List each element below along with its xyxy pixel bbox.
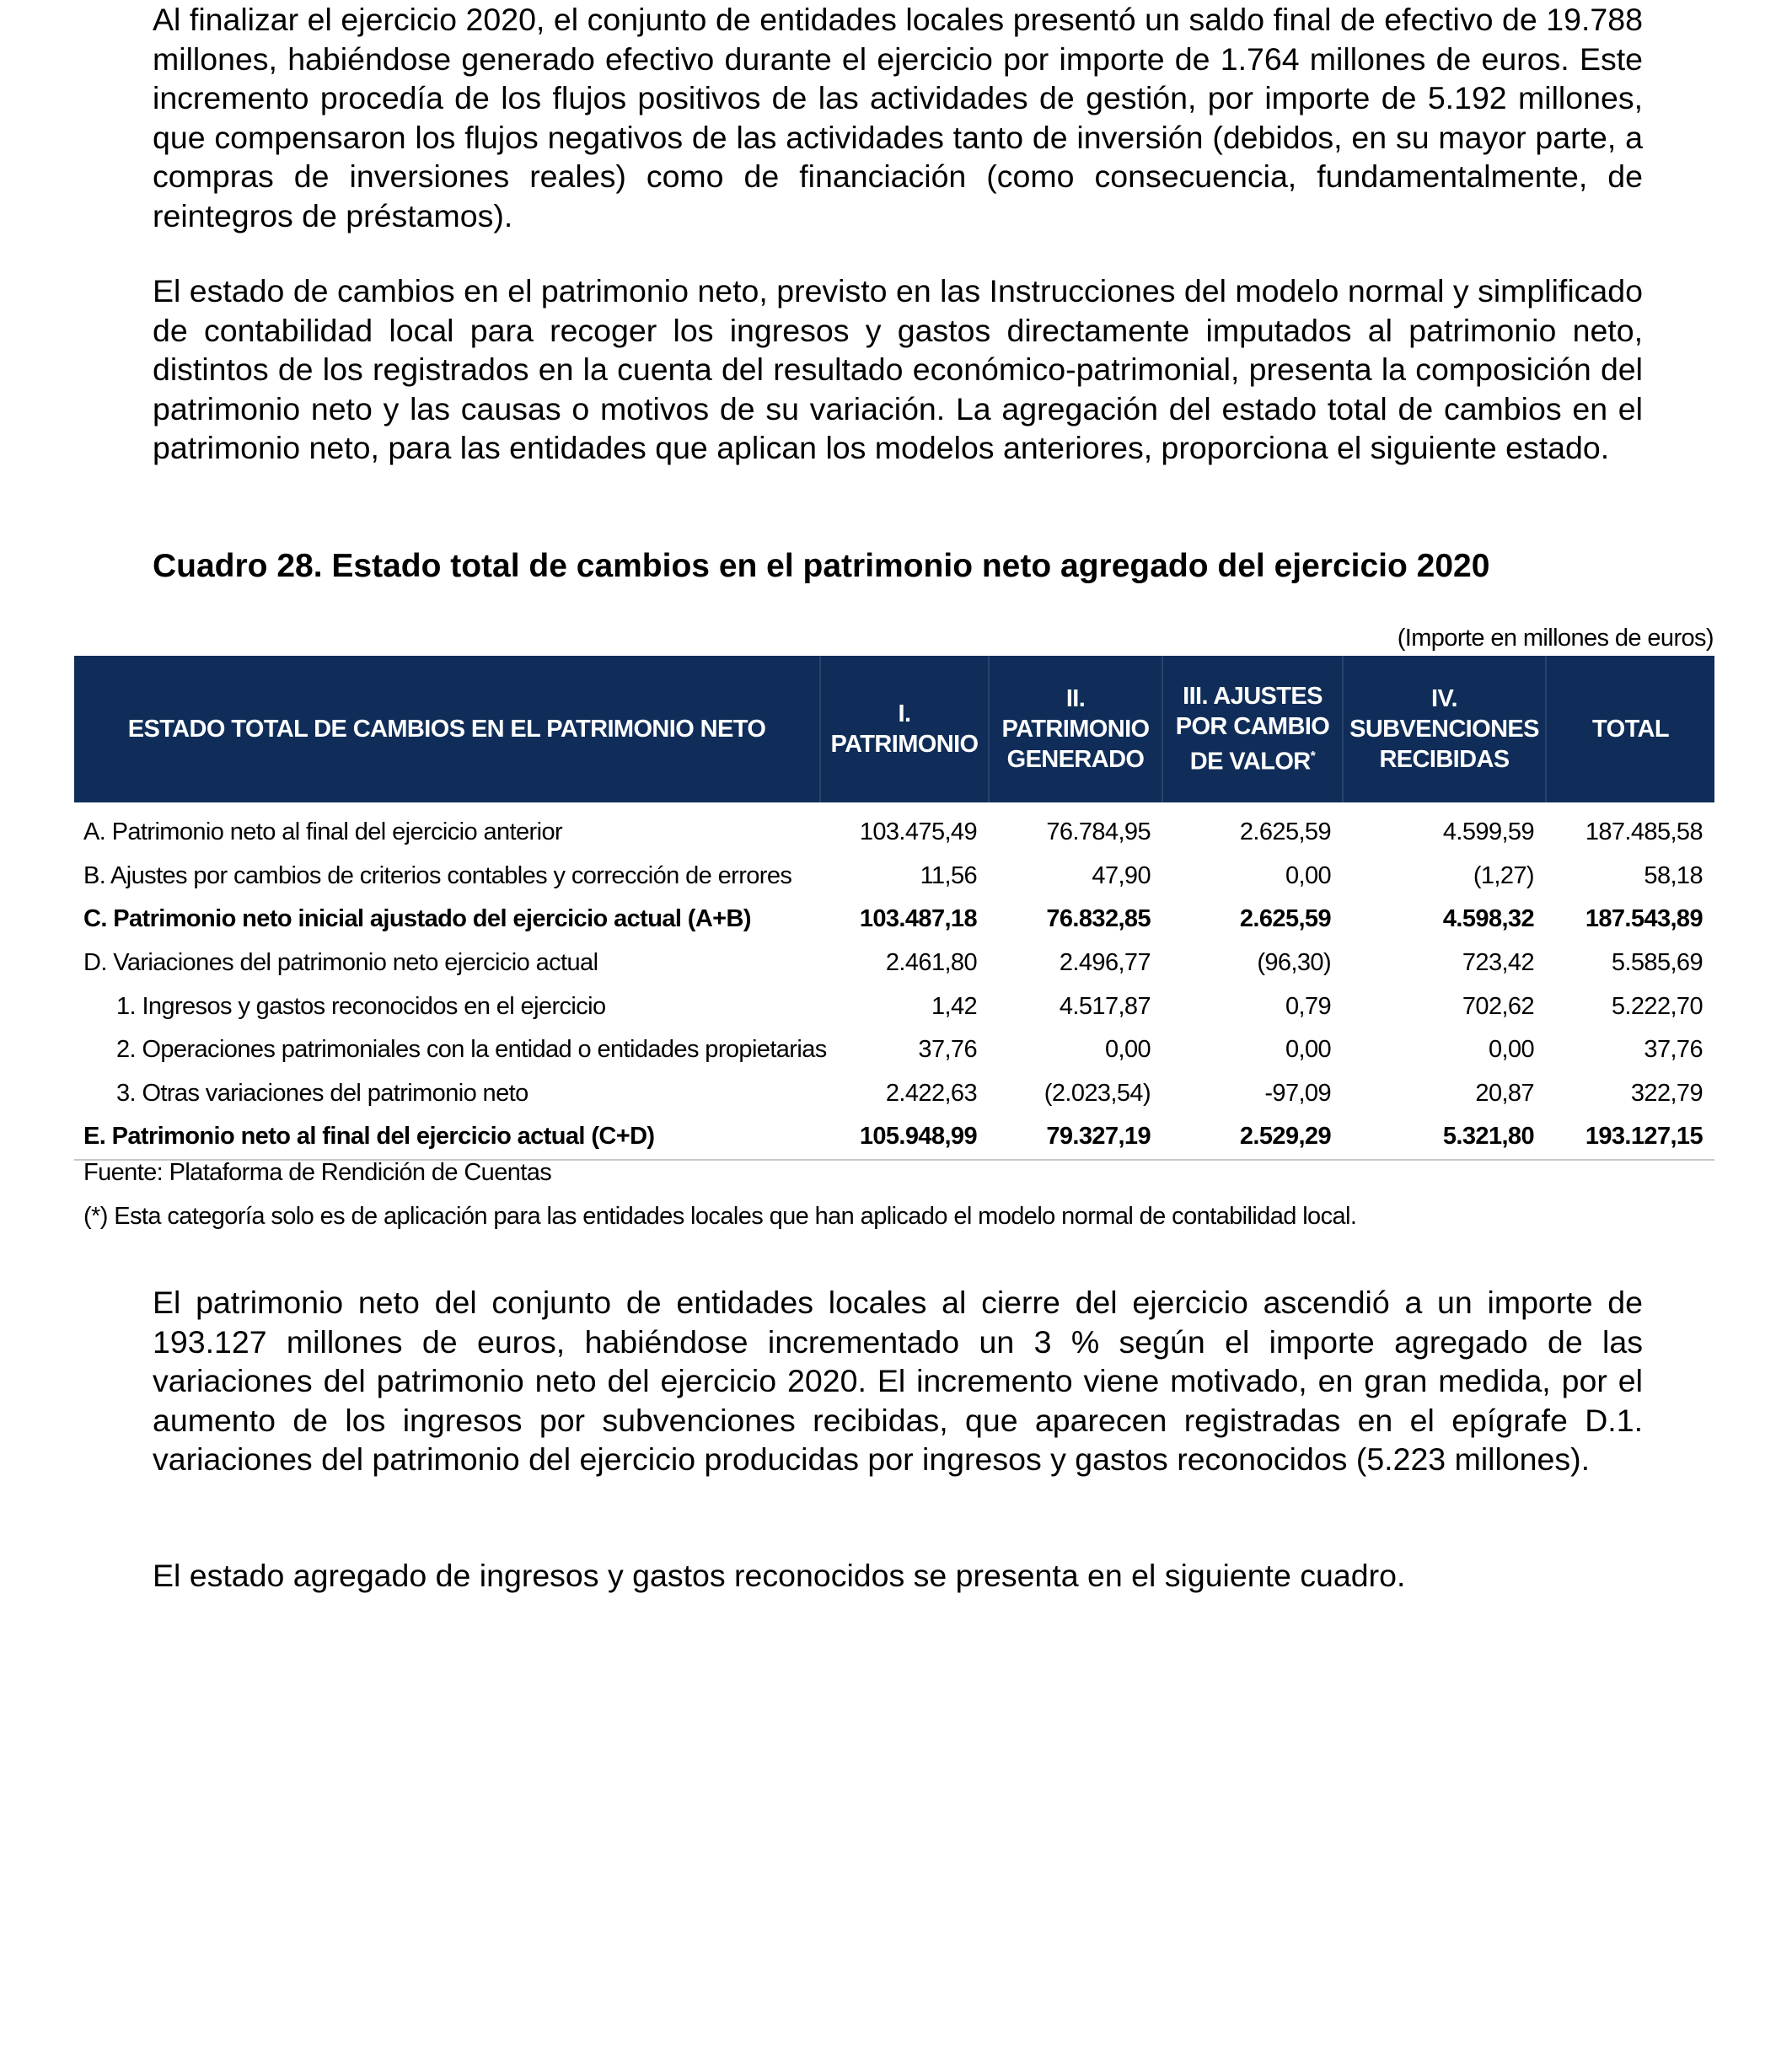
table-row bbox=[74, 1072, 1714, 1116]
paragraph-cash-flow: Al finalizar el ejercicio 2020, el conjunto de entidades locales presentó un saldo final de efectivo de 19.788 millones, habiéndose generado efectivo durante el ejercicio por importe de 1.764 millones de euros. Este incremento procedía de los flujos positivos de las actividades de gestión, por importe de 5.192 millones, que compensaron los flujos negativos de las actividades tanto de inversión (debidos, en su mayor parte, a compras de inversiones reales) como de financiación (como consecuencia, fundamentalmente, de reintegros de préstamos). bbox=[153, 2, 1643, 233]
cell-patrimonio: 103.475,49 bbox=[859, 818, 977, 846]
cell-patrimonio-generado: 0,00 bbox=[1104, 1036, 1151, 1064]
cell-ajustes: 0,00 bbox=[1285, 1036, 1331, 1064]
cell-subvenciones: 702,62 bbox=[1462, 992, 1534, 1020]
cell-total: 187.485,58 bbox=[1585, 818, 1703, 846]
cell-subvenciones: 5.321,80 bbox=[1343, 1115, 1546, 1160]
row-label: 2. Operaciones patrimoniales con la entidad o entidades propietarias bbox=[116, 1036, 827, 1064]
row-label: B. Ajustes por cambios de criterios contables y corrección de errores bbox=[83, 861, 792, 889]
table-caption: Cuadro 28. Estado total de cambios en el patrimonio neto agregado del ejercicio 2020 bbox=[153, 548, 1490, 584]
header-concept: ESTADO TOTAL DE CAMBIOS EN EL PATRIMONIO NETO bbox=[74, 656, 820, 802]
cell-patrimonio: 105.948,99 bbox=[820, 1115, 989, 1160]
cell-patrimonio-generado: 2.496,77 bbox=[1059, 949, 1151, 977]
table-row bbox=[74, 898, 1714, 942]
cell-ajustes: 2.625,59 bbox=[1239, 905, 1331, 933]
row-label: D. Variaciones del patrimonio neto ejercicio actual bbox=[83, 949, 598, 977]
row-label: 3. Otras variaciones del patrimonio neto bbox=[116, 1079, 528, 1107]
table-row bbox=[74, 985, 1714, 1028]
cell-ajustes: 0,00 bbox=[1285, 861, 1331, 889]
table-row bbox=[74, 802, 1714, 855]
cell-subvenciones: 20,87 bbox=[1475, 1079, 1534, 1107]
header-patrimonio: I. PATRIMONIO bbox=[820, 656, 989, 802]
cell-total: 58,18 bbox=[1644, 861, 1703, 889]
cell-patrimonio: 103.487,18 bbox=[859, 905, 977, 933]
paragraph-next-table: El estado agregado de ingresos y gastos reconocidos se presenta en el siguiente cuadro. bbox=[153, 1558, 1406, 1593]
cell-total: 5.585,69 bbox=[1611, 949, 1703, 977]
table-units-note: (Importe en millones de euros) bbox=[1397, 625, 1714, 652]
header-subvenciones-recibidas: IV. SUBVENCIONES RECIBIDAS bbox=[1343, 656, 1546, 802]
cell-subvenciones: 0,00 bbox=[1488, 1036, 1534, 1064]
cell-patrimonio-generado: (2.023,54) bbox=[1044, 1079, 1151, 1107]
cell-subvenciones: (1,27) bbox=[1473, 861, 1534, 889]
header-total: TOTAL bbox=[1546, 656, 1714, 802]
cell-patrimonio-generado: 47,90 bbox=[1092, 861, 1151, 889]
cell-patrimonio-generado: 79.327,19 bbox=[989, 1115, 1162, 1160]
table-row bbox=[74, 855, 1714, 899]
row-label: A. Patrimonio neto al final del ejercicio anterior bbox=[83, 818, 563, 846]
table-row bbox=[74, 1028, 1714, 1072]
asterisk-mark: * bbox=[1310, 749, 1316, 765]
cell-total: 193.127,15 bbox=[1546, 1115, 1714, 1160]
row-label: E. Patrimonio neto al final del ejercicio actual (C+D) bbox=[74, 1115, 820, 1160]
cell-ajustes: (96,30) bbox=[1257, 949, 1331, 977]
table-row bbox=[74, 942, 1714, 985]
row-label: C. Patrimonio neto inicial ajustado del ejercicio actual (A+B) bbox=[83, 905, 751, 933]
header-patrimonio-generado: II. PATRIMONIO GENERADO bbox=[989, 656, 1162, 802]
cell-patrimonio: 11,56 bbox=[920, 861, 977, 889]
cell-total: 187.543,89 bbox=[1585, 905, 1703, 933]
header-ajustes-cambio-valor: III. AJUSTES POR CAMBIO DE VALOR* bbox=[1162, 656, 1343, 802]
cell-ajustes: 2.529,29 bbox=[1162, 1115, 1343, 1160]
cell-subvenciones: 723,42 bbox=[1462, 949, 1534, 977]
cell-ajustes: 0,79 bbox=[1285, 992, 1331, 1020]
cell-ajustes: -97,09 bbox=[1264, 1079, 1331, 1107]
table-footnote: (*) Esta categoría solo es de aplicación para las entidades locales que han aplicado el modelo normal de contabilidad local. bbox=[83, 1203, 1357, 1230]
cell-patrimonio: 2.422,63 bbox=[885, 1079, 977, 1107]
cell-subvenciones: 4.598,32 bbox=[1442, 905, 1534, 933]
cell-ajustes: 2.625,59 bbox=[1239, 818, 1331, 846]
cell-total: 5.222,70 bbox=[1611, 992, 1703, 1020]
cell-subvenciones: 4.599,59 bbox=[1442, 818, 1534, 846]
cell-patrimonio: 37,76 bbox=[918, 1036, 977, 1064]
row-label: 1. Ingresos y gastos reconocidos en el ejercicio bbox=[116, 992, 606, 1020]
cell-patrimonio: 1,42 bbox=[931, 992, 977, 1020]
cell-patrimonio-generado: 76.784,95 bbox=[1046, 818, 1151, 846]
cell-patrimonio-generado: 4.517,87 bbox=[1059, 992, 1151, 1020]
cell-total: 322,79 bbox=[1630, 1079, 1703, 1107]
equity-changes-table bbox=[74, 656, 1714, 1161]
paragraph-equity-summary: El patrimonio neto del conjunto de entidades locales al cierre del ejercicio ascendió a un importe de 193.127 millones de euros, habiéndose incrementado un 3 % según el importe agregado de las variaciones del patrimonio neto del ejercicio 2020. El incremento viene motivado, en gran medida, por el aumento de los ingresos por subvenciones recibidas, que aparecen registradas en el epígrafe D.1. variaciones del patrimonio del ejercicio producidas por ingresos y gastos reconocidos (5.223 millones). bbox=[153, 1285, 1643, 1477]
cell-total: 37,76 bbox=[1644, 1036, 1703, 1064]
table-row bbox=[74, 1115, 1714, 1160]
cell-patrimonio: 2.461,80 bbox=[885, 949, 977, 977]
table-header-row bbox=[74, 656, 1714, 802]
paragraph-equity-statement: El estado de cambios en el patrimonio neto, previsto en las Instrucciones del modelo normal y simplificado de contabilidad local para recoger los ingresos y gastos directamente imputados al patrimonio neto, distintos de los registrados en la cuenta del resultado económico-patrimonial, presenta la composición del patrimonio neto y las causas o motivos de su variación. La agregación del estado total de cambios en el patrimonio neto, para las entidades que aplican los modelos anteriores, proporciona el siguiente estado. bbox=[153, 273, 1643, 465]
table-source: Fuente: Plataforma de Rendición de Cuentas bbox=[83, 1159, 552, 1186]
cell-patrimonio-generado: 76.832,85 bbox=[1046, 905, 1151, 933]
